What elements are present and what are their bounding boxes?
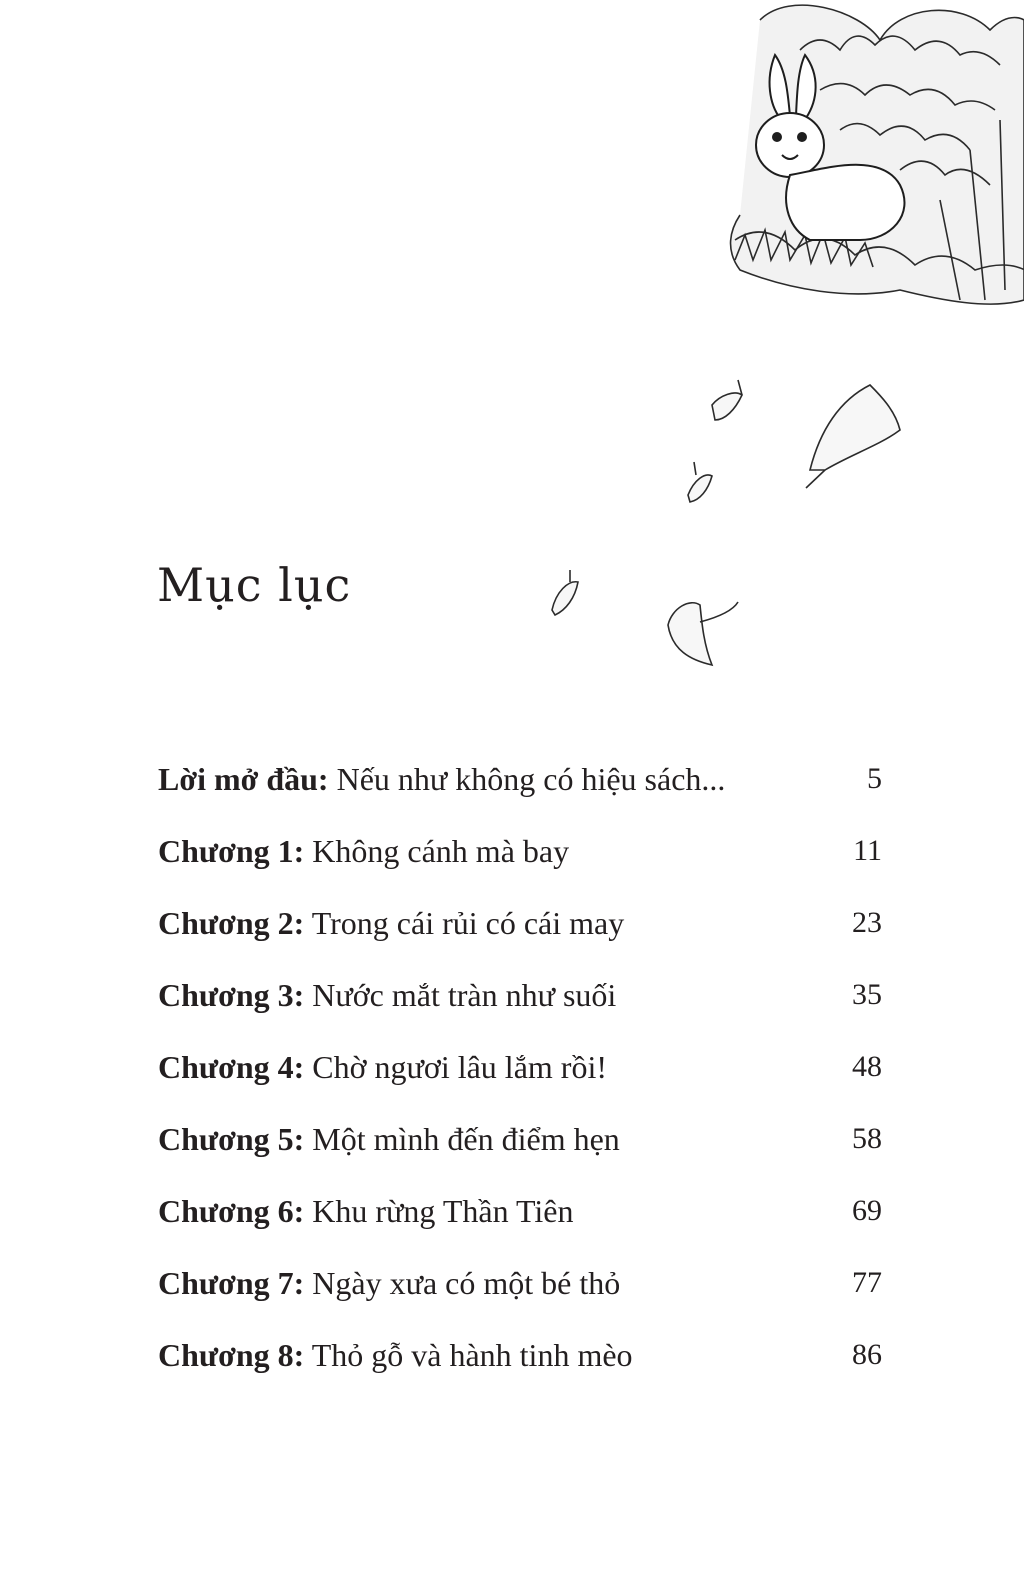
toc-chapter-title: Chờ ngươi lâu lắm rồi! bbox=[312, 1049, 607, 1085]
toc-chapter-title: Một mình đến điểm hẹn bbox=[312, 1121, 620, 1157]
toc-entry[interactable] bbox=[158, 1112, 882, 1184]
toc-chapter-title: Ngày xưa có một bé thỏ bbox=[312, 1265, 621, 1301]
toc-chapter-label: Chương 5: bbox=[158, 1121, 305, 1157]
toc-chapter-label: Chương 3: bbox=[158, 977, 305, 1013]
toc-chapter-title: Nước mắt tràn như suối bbox=[312, 977, 617, 1013]
toc-page-number: 11 bbox=[853, 834, 882, 867]
toc-chapter-label: Chương 7: bbox=[158, 1265, 305, 1301]
toc-chapter-title: Nếu như không có hiệu sách... bbox=[336, 761, 726, 797]
falling-leaves-icon bbox=[552, 380, 900, 665]
toc-page-number: 35 bbox=[852, 978, 882, 1011]
toc-entry[interactable] bbox=[158, 1184, 882, 1256]
rabbit-bush-illustration bbox=[0, 0, 1024, 720]
toc-entry[interactable] bbox=[158, 752, 882, 824]
toc-chapter-label: Chương 1: bbox=[158, 833, 305, 869]
toc-page-number: 5 bbox=[867, 762, 882, 795]
table-of-contents bbox=[158, 752, 882, 1400]
toc-entry[interactable] bbox=[158, 1256, 882, 1328]
toc-entry[interactable] bbox=[158, 896, 882, 968]
toc-chapter-label: Chương 6: bbox=[158, 1193, 305, 1229]
toc-chapter-label: Chương 8: bbox=[158, 1337, 305, 1373]
toc-chapter-title: Khu rừng Thần Tiên bbox=[312, 1193, 574, 1229]
toc-page-number: 23 bbox=[852, 906, 882, 939]
toc-entry[interactable] bbox=[158, 824, 882, 896]
toc-chapter-label: Chương 4: bbox=[158, 1049, 305, 1085]
page-title: Mục lục bbox=[157, 558, 352, 612]
toc-chapter-label: Lời mở đầu: bbox=[158, 761, 329, 797]
toc-chapter-title: Không cánh mà bay bbox=[312, 833, 570, 869]
toc-page-number: 77 bbox=[852, 1266, 882, 1299]
toc-page-number: 48 bbox=[852, 1050, 882, 1083]
toc-page-number: 86 bbox=[852, 1338, 882, 1371]
toc-chapter-title: Thỏ gỗ và hành tinh mèo bbox=[311, 1337, 633, 1373]
toc-entry[interactable] bbox=[158, 968, 882, 1040]
toc-chapter-label: Chương 2: bbox=[158, 905, 305, 941]
toc-page-number: 58 bbox=[852, 1122, 882, 1155]
toc-entry[interactable] bbox=[158, 1040, 882, 1112]
toc-entry[interactable] bbox=[158, 1328, 882, 1400]
toc-chapter-title: Trong cái rủi có cái may bbox=[311, 905, 625, 941]
toc-page-number: 69 bbox=[852, 1194, 882, 1227]
